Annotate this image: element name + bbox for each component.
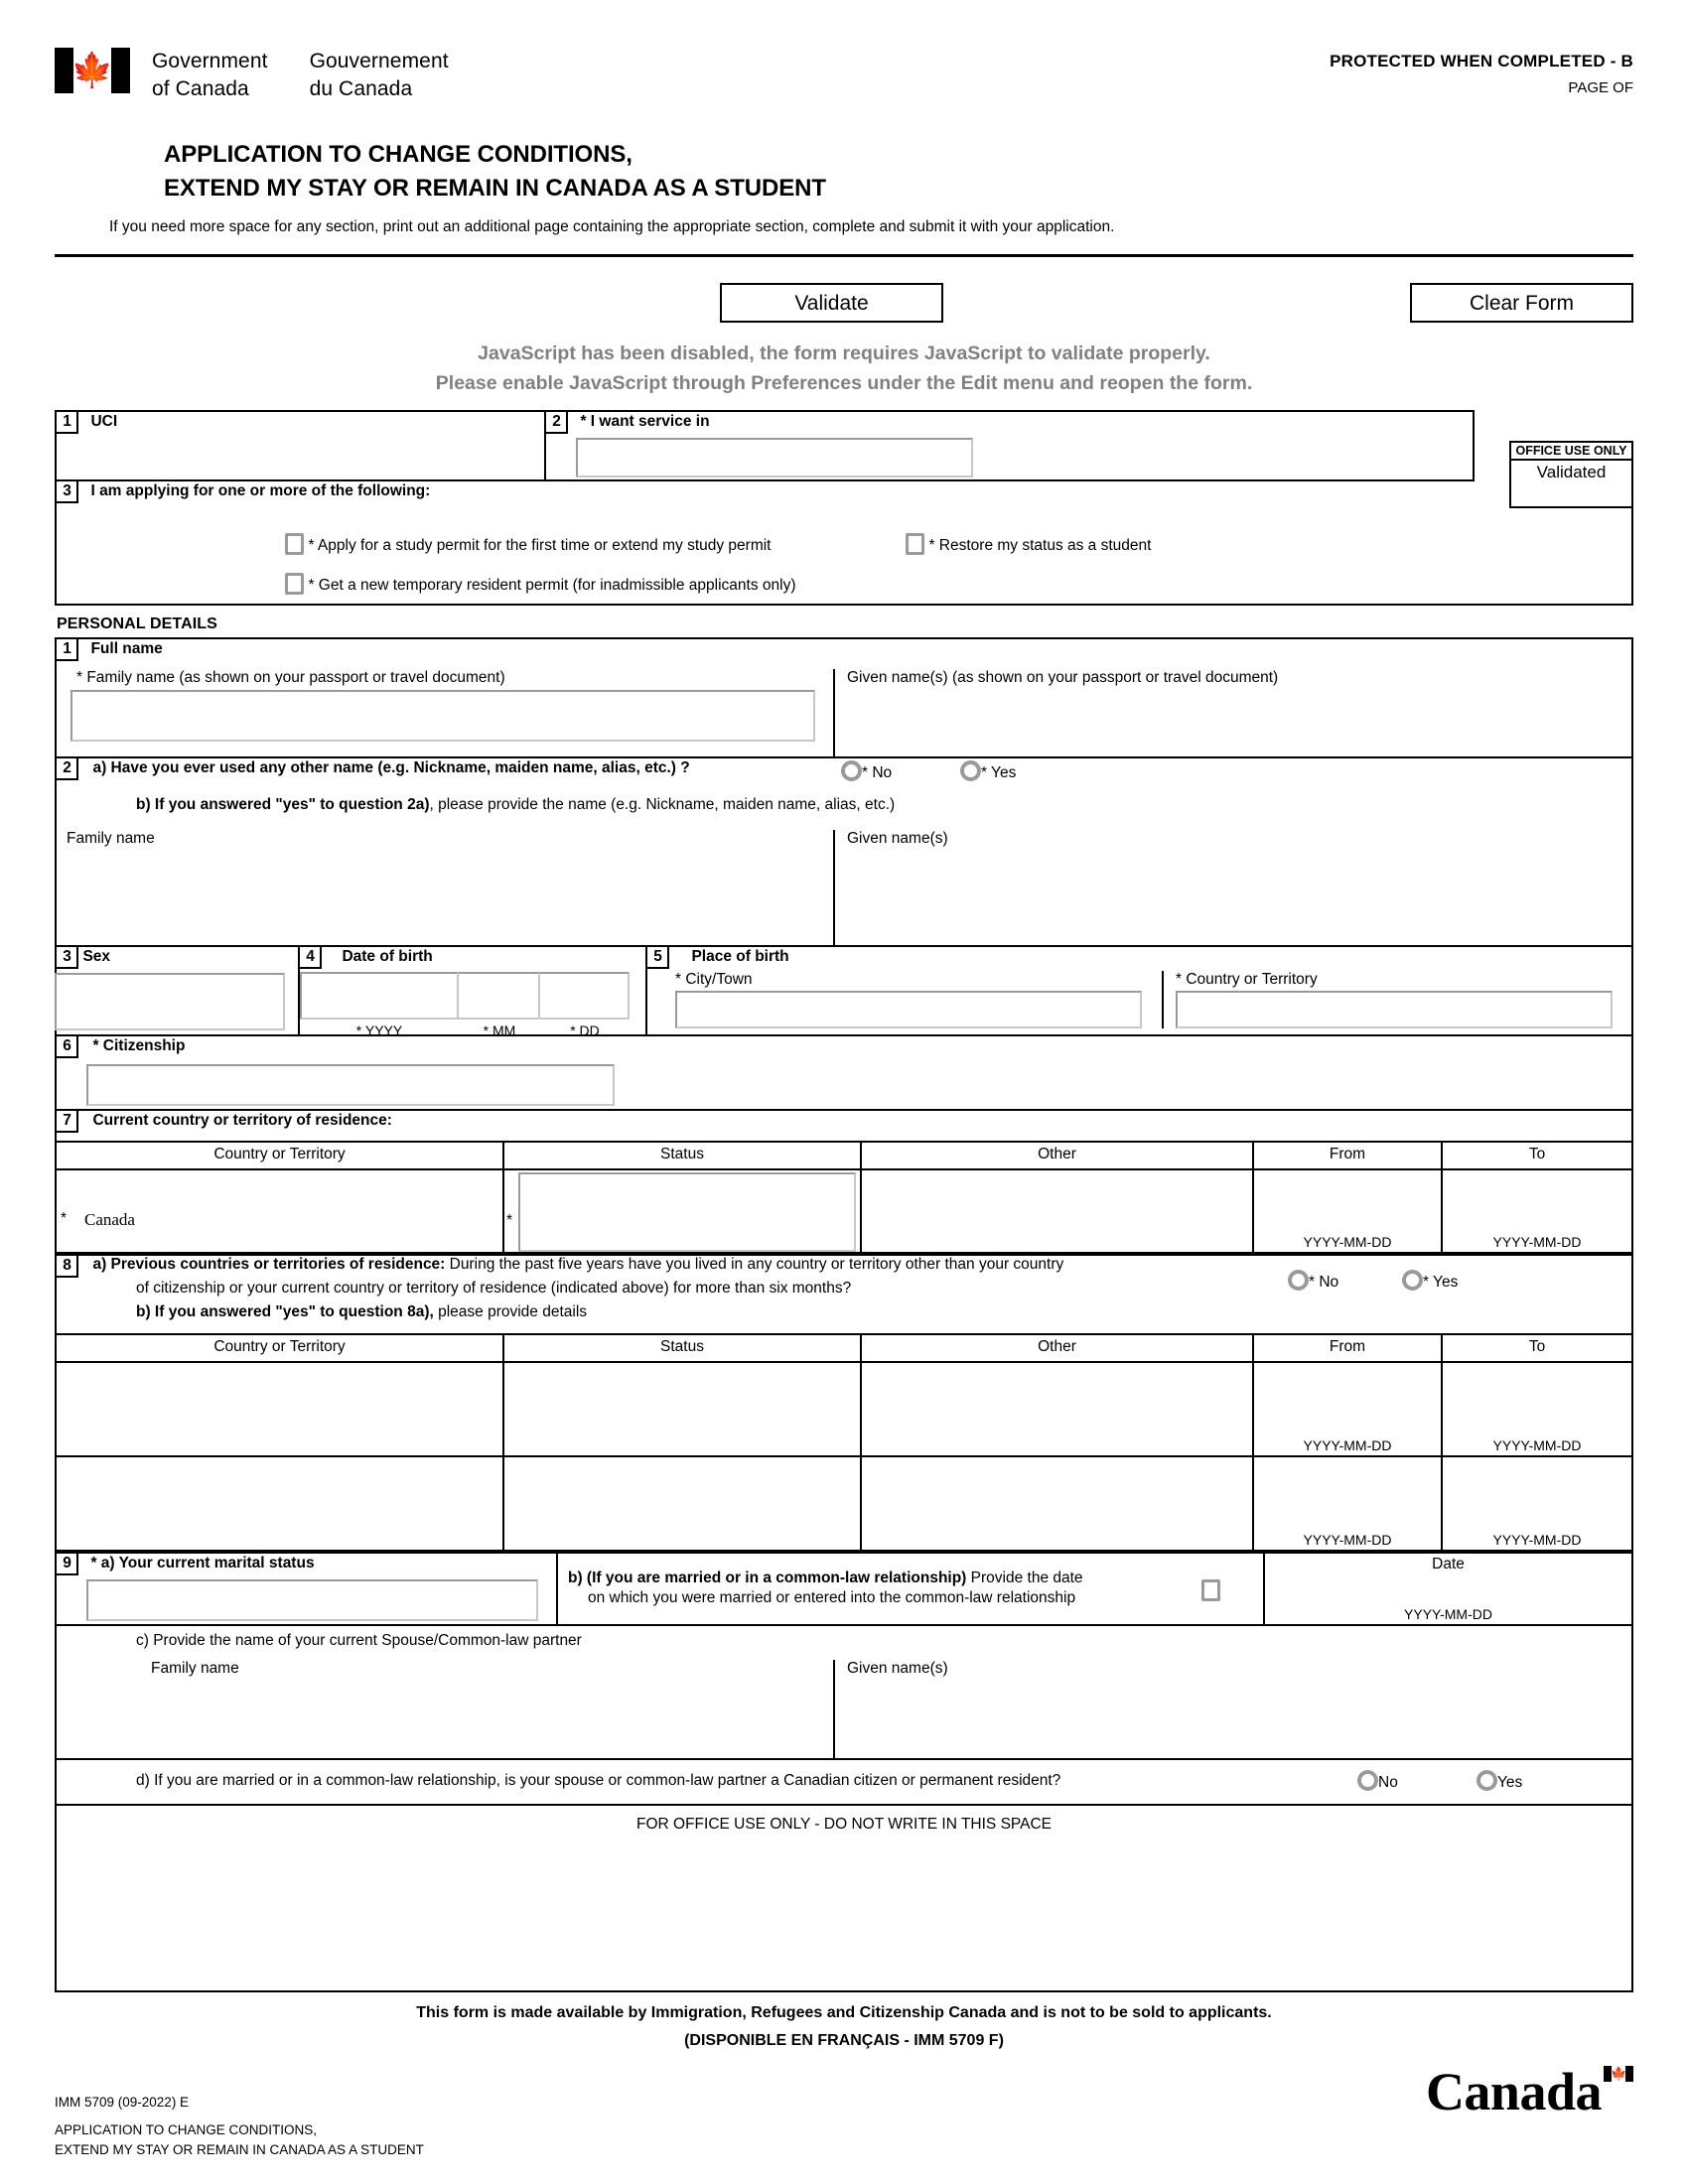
service-language-label: * I want service in [580, 413, 710, 431]
uci-service-row [55, 410, 1475, 481]
office-use-space-label: FOR OFFICE USE ONLY - DO NOT WRITE IN THIS SPACE [636, 1816, 1052, 1834]
prev-from-cell-1[interactable] [1253, 1362, 1442, 1456]
study-permit-checkbox[interactable] [285, 533, 304, 555]
dob-day-input[interactable] [540, 972, 630, 1020]
prev-other-cell-2[interactable] [861, 1456, 1253, 1551]
table-header-row [57, 1335, 1631, 1362]
col-to: To [1442, 1335, 1631, 1362]
other-family-name-cell [57, 830, 833, 945]
canada-wordmark [1426, 2061, 1633, 2122]
spouse-citizen-no-label: No [1378, 1774, 1398, 1792]
prev-other-cell-1[interactable] [861, 1362, 1253, 1456]
dob-cell [300, 947, 647, 1039]
previous-residence-yes-radio[interactable] [1402, 1270, 1423, 1291]
given-name-label: Given name(s) (as shown on your passport or travel document) [847, 669, 1279, 687]
other-names-subquestion [136, 796, 895, 814]
other-names-question: a) Have you ever used any other name (e.g. Nickname, maiden name, alias, etc.) ? [92, 759, 690, 777]
restore-status-checkbox[interactable] [906, 533, 924, 555]
marriage-date-label: Date [1432, 1556, 1465, 1573]
extra-space-note: If you need more space for any section, print out an additional page containing the appropriate section, complete and submit it with your application. [109, 217, 1115, 235]
uci-cell [55, 410, 546, 481]
previous-residence-header [57, 1254, 1631, 1335]
other-names-row [57, 758, 1631, 947]
restore-status-option[interactable] [906, 533, 1151, 555]
uci-label: UCI [90, 413, 118, 431]
dob-day-hint: * DD [570, 1023, 600, 1039]
current-from-hint: YYYY-MM-DD [1303, 1234, 1392, 1251]
current-country-value: Canada [84, 1210, 135, 1230]
current-residence-table [57, 1143, 1631, 1254]
previous-residence-no-option[interactable] [1288, 1270, 1338, 1292]
q1-number: 1 [57, 412, 78, 434]
other-family-name-label: Family name [67, 830, 155, 848]
protected-marking [1330, 48, 1633, 96]
current-residence-header [57, 1111, 1631, 1143]
prev-a-bold: a) Previous countries or territories of residence: [92, 1256, 446, 1274]
personal-details-title: PERSONAL DETAILS [57, 615, 217, 633]
title-line1: APPLICATION TO CHANGE CONDITIONS, [164, 141, 633, 169]
javascript-warning [55, 339, 1633, 398]
spouse-name-label: c) Provide the name of your current Spouse/Common-law partner [136, 1632, 582, 1650]
trp-option[interactable] [285, 573, 796, 595]
footer-form-info [55, 2093, 424, 2160]
current-status-cell [503, 1169, 861, 1253]
dob-year-hint: * YYYY [355, 1023, 403, 1039]
prev-from-hint-1: YYYY-MM-DD [1303, 1437, 1392, 1454]
footer-note-en: This form is made available by Immigration, Refugees and Citizenship Canada and is not to be sold to applicants. [416, 2004, 1272, 2022]
spouse-family-name-label: Family name [151, 1660, 239, 1678]
government-wordmark [152, 48, 491, 102]
form-toolbar [55, 275, 1633, 335]
table-row [57, 1169, 1631, 1253]
maple-leaf-icon: 🍁 [70, 52, 114, 89]
spouse-family-name-input[interactable] [151, 1682, 833, 1741]
prev-to-cell-1[interactable] [1442, 1362, 1631, 1456]
js-warning-line2: Please enable JavaScript through Preferences under the Edit menu and reopen the form. [435, 371, 1253, 394]
canada-wordmark-text: Canada [1425, 2062, 1602, 2121]
marital-status-row [57, 1552, 1631, 1626]
current-country-cell [57, 1169, 503, 1253]
citizenship-label: * Citizenship [92, 1037, 186, 1055]
sex-cell [57, 947, 300, 1034]
current-to-cell[interactable] [1442, 1169, 1631, 1253]
other-names-no-label: * No [862, 764, 893, 782]
marital-status-cell [57, 1554, 558, 1624]
prev-b-bold: b) If you answered "yes" to question 8a), [136, 1303, 434, 1321]
col-status: Status [503, 1143, 861, 1169]
citizenship-input[interactable] [86, 1064, 615, 1106]
full-name-row [57, 639, 1631, 758]
current-status-star: * [506, 1212, 513, 1230]
footer-title-line1: APPLICATION TO CHANGE CONDITIONS, [55, 2121, 318, 2137]
pd-q8-number: 8 [57, 1256, 78, 1278]
current-other-cell[interactable] [861, 1169, 1253, 1253]
form-code: IMM 5709 (09-2022) E [55, 2095, 190, 2111]
spouse-citizen-yes-option[interactable] [1477, 1770, 1522, 1792]
header-divider [55, 254, 1633, 257]
service-language-cell [546, 410, 1475, 481]
applying-for-cell [55, 481, 1633, 606]
validate-button[interactable]: Validate [720, 283, 943, 323]
spouse-citizen-row [57, 1760, 1631, 1806]
prev-to-hint-1: YYYY-MM-DD [1492, 1437, 1582, 1454]
clear-form-button[interactable]: Clear Form [1410, 283, 1633, 323]
dob-year-input[interactable] [300, 972, 459, 1020]
uci-input[interactable] [67, 442, 534, 474]
marriage-date-b-bold: b) (If you are married or in a common-law relationship) [568, 1570, 967, 1587]
other-names-yes-label: * Yes [981, 764, 1017, 782]
q2-number: 2 [546, 412, 568, 434]
dob-month-hint: * MM [483, 1023, 516, 1039]
sex-dob-pob-row [57, 947, 1631, 1039]
other-given-name-label: Given name(s) [847, 830, 948, 848]
previous-residence-question [92, 1256, 1264, 1274]
pd-q2-number: 2 [57, 758, 78, 780]
other-given-name-cell [833, 830, 1631, 945]
marriage-date-input[interactable] [1275, 1579, 1621, 1609]
gov-en-line1: Government [152, 50, 268, 72]
table-row [57, 1362, 1631, 1456]
prev-a-rest1: During the past five years have you lived in any country or territory other than your country [445, 1256, 1064, 1274]
city-town-label: * City/Town [675, 971, 753, 989]
trp-label: * Get a new temporary resident permit (for inadmissible applicants only) [308, 577, 796, 595]
other-names-no-radio[interactable] [841, 760, 862, 781]
table-row [57, 1456, 1631, 1551]
gov-fr-line1: Gouvernement [309, 50, 449, 72]
spouse-citizen-label: d) If you are married or in a common-law relationship, is your spouse or common-law partner a Canadian citizen or permanent resident? [136, 1772, 1061, 1790]
gov-fr-line2: du Canada [309, 76, 413, 100]
table-header-row [57, 1143, 1631, 1169]
office-use-only-header: OFFICE USE ONLY [1509, 441, 1633, 461]
marriage-date-hint: YYYY-MM-DD [1404, 1606, 1492, 1623]
col-from: From [1253, 1143, 1442, 1169]
dob-month-input[interactable] [459, 972, 540, 1020]
spouse-family-name-cell [57, 1660, 833, 1758]
js-warning-line1: JavaScript has been disabled, the form requires JavaScript to validate properly. [478, 341, 1210, 364]
col-from: From [1253, 1335, 1442, 1362]
prev-a-rest2: of citizenship or your current country or territory of residence (indicated above) for more than six months? [136, 1280, 852, 1297]
prev-status-cell-2[interactable] [503, 1456, 861, 1551]
current-country-star: * [61, 1210, 68, 1228]
canada-flag-logo [55, 48, 130, 93]
other-names-no-option[interactable] [841, 760, 892, 782]
prev-status-cell-1[interactable] [503, 1362, 861, 1456]
footer-title-line2: EXTEND MY STAY OR REMAIN IN CANADA AS A STUDENT [55, 2141, 424, 2157]
col-other: Other [861, 1335, 1253, 1362]
pd-q7-number: 7 [57, 1111, 78, 1133]
marriage-date-b-rest1: Provide the date [966, 1570, 1083, 1587]
office-use-space [57, 1806, 1631, 1990]
birth-country-label: * Country or Territory [1176, 971, 1318, 989]
footer-availability-note [55, 2004, 1633, 2050]
gov-en-line2: of Canada [152, 76, 249, 100]
family-name-input[interactable] [70, 690, 815, 742]
previous-residence-table [57, 1335, 1631, 1552]
dob-label: Date of birth [342, 948, 433, 966]
citizenship-row [57, 1036, 1631, 1111]
prev-from-cell-2[interactable] [1253, 1456, 1442, 1551]
service-language-input[interactable] [576, 438, 973, 478]
col-other: Other [861, 1143, 1253, 1169]
city-town-group [675, 971, 1142, 1028]
given-name-input[interactable] [847, 690, 1542, 742]
dob-inputs [300, 972, 630, 1020]
government-header [55, 0, 1633, 102]
city-town-input[interactable] [675, 991, 1142, 1028]
other-given-name-input[interactable] [847, 852, 1631, 921]
current-residence-label: Current country or territory of residence: [92, 1112, 392, 1130]
previous-residence-subquestion [136, 1303, 587, 1321]
other-names-yes-radio[interactable] [960, 760, 981, 781]
spouse-citizen-yes-label: Yes [1497, 1774, 1523, 1792]
col-country: Country or Territory [57, 1143, 503, 1169]
birth-country-input[interactable] [1176, 991, 1613, 1028]
pd-q5-number: 5 [647, 947, 669, 969]
marriage-date-question-cell [558, 1554, 1184, 1624]
col-country: Country or Territory [57, 1335, 503, 1362]
q3-number: 3 [57, 481, 78, 503]
footer-note-fr: (DISPONIBLE EN FRANÇAIS - IMM 5709 F) [684, 2032, 1004, 2050]
other-family-name-input[interactable] [67, 852, 833, 921]
previous-residence-yes-label: * Yes [1423, 1274, 1459, 1292]
marriage-date-cell [1263, 1554, 1631, 1624]
place-of-birth-label: Place of birth [691, 948, 789, 966]
col-to: To [1442, 1143, 1631, 1169]
spouse-name-row [57, 1626, 1631, 1760]
previous-residence-no-label: * No [1309, 1274, 1339, 1292]
previous-residence-no-radio[interactable] [1288, 1270, 1309, 1291]
birth-country-group [1162, 971, 1623, 1028]
spouse-citizen-no-radio[interactable] [1357, 1770, 1378, 1791]
applying-for-label: I am applying for one or more of the following: [90, 482, 431, 500]
pd-q6-number: 6 [57, 1036, 78, 1058]
previous-residence-yes-option[interactable] [1402, 1270, 1458, 1292]
study-permit-option[interactable] [285, 533, 772, 555]
other-names-b-bold: b) If you answered "yes" to question 2a) [136, 796, 430, 814]
marriage-date-checkbox[interactable] [1201, 1579, 1220, 1601]
other-names-b-rest: , please provide the name (e.g. Nickname, maiden name, alias, etc.) [429, 796, 896, 814]
prev-country-cell-1[interactable] [57, 1362, 503, 1456]
family-name-label: * Family name (as shown on your passport or travel document) [76, 669, 505, 687]
spouse-given-name-label: Given name(s) [847, 1660, 948, 1678]
flag-icon [55, 48, 130, 93]
place-of-birth-cell [647, 947, 1631, 1034]
spouse-citizen-no-option[interactable] [1357, 1770, 1398, 1792]
col-status: Status [503, 1335, 861, 1362]
pd-q4-number: 4 [300, 947, 322, 969]
title-line2: EXTEND MY STAY OR REMAIN IN CANADA AS A STUDENT [164, 174, 826, 202]
pd-q3-number: 3 [57, 947, 78, 969]
marriage-date-b-rest2: on which you were married or entered into the common-law relationship [588, 1589, 1076, 1607]
maple-leaf-icon: 🍁 [1611, 2066, 1626, 2081]
prev-to-cell-2[interactable] [1442, 1456, 1631, 1551]
full-name-label: Full name [90, 640, 163, 658]
current-from-cell[interactable] [1253, 1169, 1442, 1253]
trp-checkbox[interactable] [285, 573, 304, 595]
other-names-yes-option[interactable] [960, 760, 1016, 782]
sex-input[interactable] [55, 973, 285, 1030]
page-of-label: PAGE OF [1568, 79, 1633, 96]
given-name-cell [833, 669, 1631, 756]
prev-from-hint-2: YYYY-MM-DD [1303, 1532, 1392, 1549]
restore-status-label: * Restore my status as a student [928, 537, 1152, 555]
study-permit-label: * Apply for a study permit for the first time or extend my study permit [308, 537, 772, 555]
family-name-cell [57, 669, 833, 756]
marital-status-input[interactable] [86, 1579, 538, 1621]
validated-label: Validated [1509, 461, 1633, 508]
canada-wordmark-flag-icon [1604, 2066, 1633, 2082]
current-status-input[interactable] [518, 1172, 856, 1252]
spouse-given-name-input[interactable] [847, 1682, 1631, 1741]
marital-status-label: * a) Your current marital status [90, 1555, 315, 1572]
pd-q1-number: 1 [57, 639, 78, 661]
sex-label: Sex [82, 948, 111, 966]
prev-b-rest: please provide details [433, 1303, 588, 1321]
protected-label: PROTECTED WHEN COMPLETED - B [1330, 52, 1633, 70]
personal-details-block [55, 637, 1633, 1992]
spouse-citizen-yes-radio[interactable] [1477, 1770, 1497, 1791]
current-to-hint: YYYY-MM-DD [1492, 1234, 1582, 1251]
pd-q9-number: 9 [57, 1554, 78, 1575]
prev-country-cell-2[interactable] [57, 1456, 503, 1551]
spouse-given-name-cell [833, 1660, 1631, 1758]
page-title [55, 138, 1633, 204]
marriage-date-checkbox-cell [1184, 1554, 1263, 1624]
prev-to-hint-2: YYYY-MM-DD [1492, 1532, 1582, 1549]
